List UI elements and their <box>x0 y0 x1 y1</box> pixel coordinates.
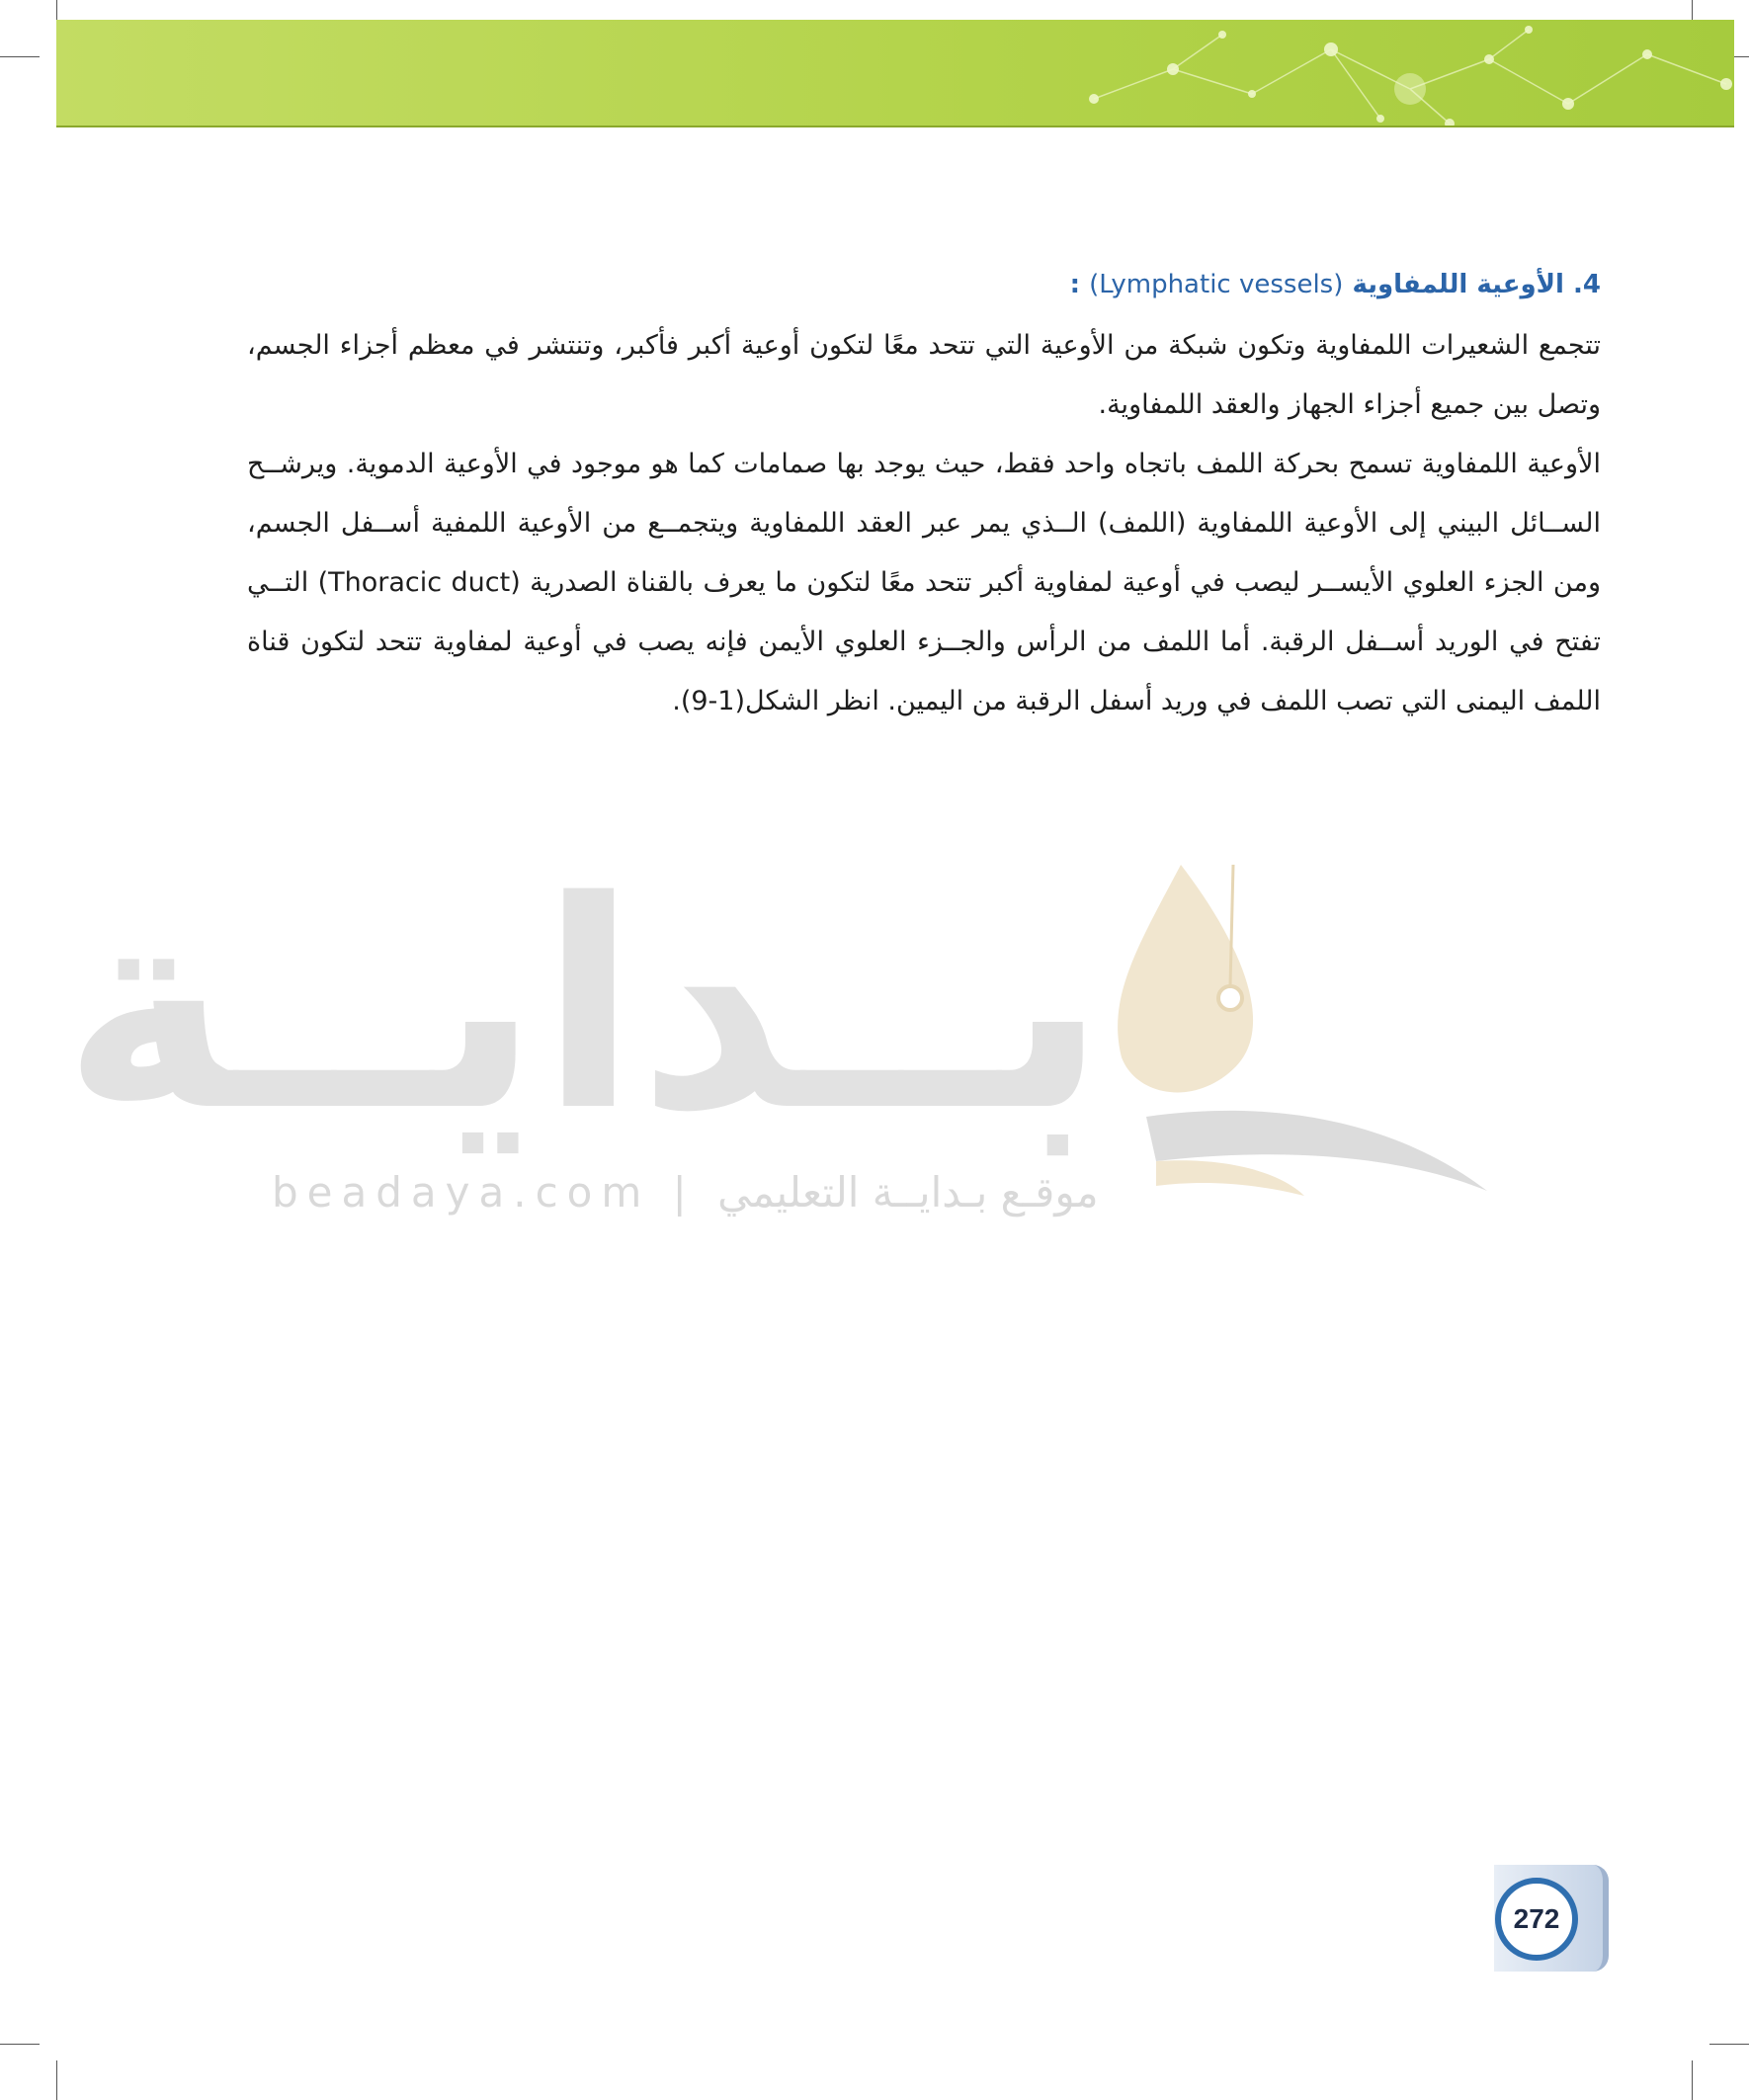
banner-underline <box>56 126 1734 127</box>
crop-mark <box>56 0 57 20</box>
molecule-network-graphic <box>56 20 1734 126</box>
crop-mark <box>0 2044 40 2045</box>
heading-number: 4. <box>1573 270 1601 299</box>
main-content <box>247 265 1601 731</box>
crop-mark <box>1709 2044 1749 2045</box>
header-banner <box>56 20 1734 126</box>
crop-mark <box>1692 0 1693 20</box>
page-number: 272 <box>1495 1878 1578 1961</box>
heading-arabic: الأوعية اللمفاوية <box>1352 270 1564 299</box>
watermark-site-line: beadaya.com | موقـع بـدايــة التعليمي <box>272 1168 1099 1217</box>
heading-latin: (Lymphatic vessels) <box>1089 270 1344 299</box>
paragraph-2: الأوعية اللمفاوية تسمح بحركة اللمف باتجاه واحد فقط، حيث يوجد بها صمامات كما هو موجود في الأوعية الدموية. ويرشــح الســائل البيني إلى الأوعية اللمفاوية (اللمف) الــذي يمر عبر العقد اللمفاوية ويتجمــع من الأوعية اللمفية أســفل الجسم، ومن الجزء العلوي الأيســر ليصب في أوعية لمفاوية أكبر تتحد معًا لتكون ما يعرف بالقناة الصدرية (Thoracic duct) التــي تفتح في الوريد أســفل الرقبة. أما اللمف من الرأس والجــزء العلوي الأيمن فإنه يصب في أوعية لمفاوية تتحد لتكون قناة اللمف اليمنى التي تصب اللمف في وريد أسفل الرقبة من اليمين. انظر الشكل(1-9). <box>247 449 1601 716</box>
watermark-logo-text: بــدايــة <box>61 841 1107 1174</box>
crop-mark <box>1692 2060 1693 2100</box>
crop-mark <box>56 2060 57 2100</box>
crop-mark <box>0 56 40 57</box>
section-heading <box>247 265 1601 304</box>
heading-colon: : <box>1069 270 1081 299</box>
paragraph-1: تتجمع الشعيرات اللمفاوية وتكون شبكة من الأوعية التي تتحد معًا لتكون أوعية أكبر فأكبر، وتنتشر في معظم أجزاء الجسم، وتصل بين جميع أجزاء الجهاز والعقد اللمفاوية. <box>247 330 1601 420</box>
